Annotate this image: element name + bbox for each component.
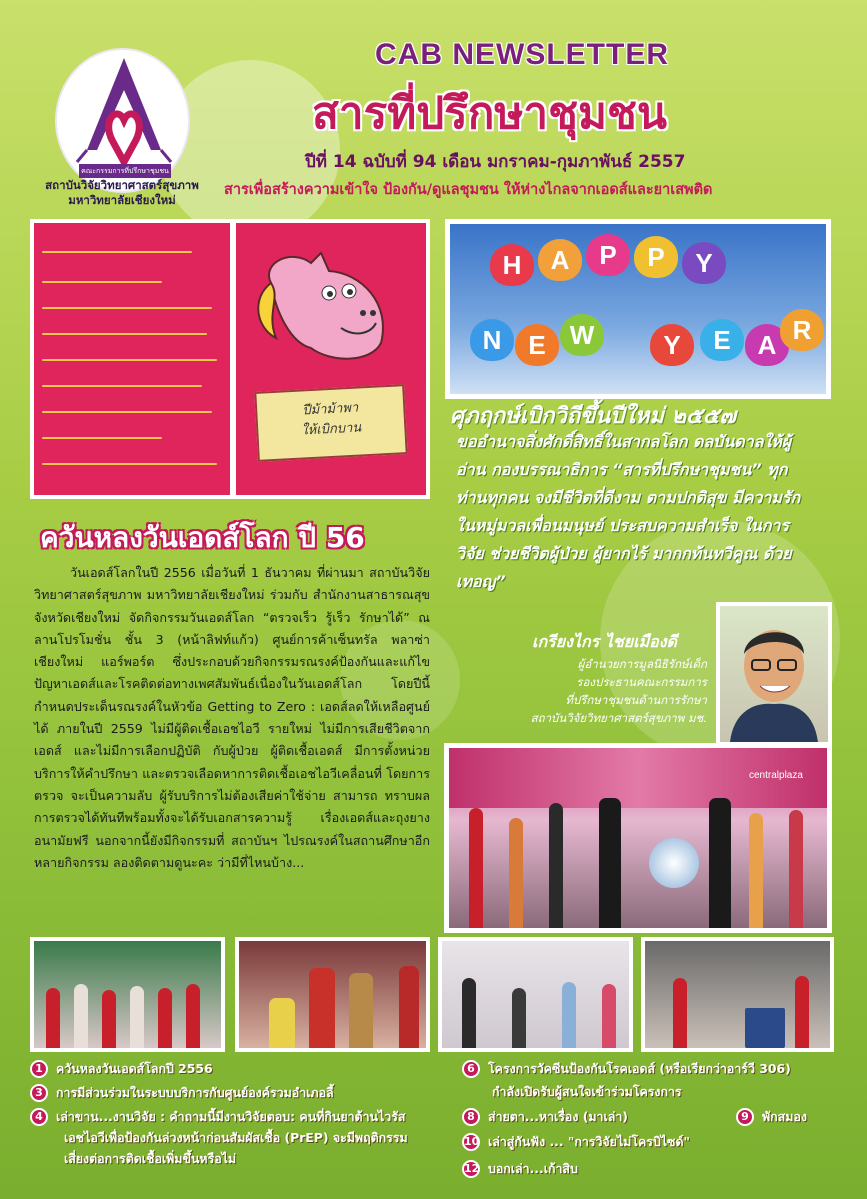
horse-illustration — [251, 243, 411, 393]
article-paragraph: วันเอดส์โลกในปี 2556 เมื่อวันที่ 1 ธันวาคม ที่ผ่านมา สถาบันวิจัยวิทยาศาสตร์สุขภาพ มหาวิทยาลัยเชียงใหม่ ร่วมกับ สำนักงานสาธารณสุข จังหวัดเชียงใหม่ จัดกิจกรรมวันเอดส์โลก “ตรวจเร็ว รู้เร็ว รักษาได้” ณ ลานโปรโมชั่น ชั้น 3 (หน้าลิฟท์แก้ว) ศูนย์การค้าเซ็นทรัล พลาซ่า เชียงใหม่ แอร์พอร์ต ซึ่งประกอบด้วยกิจกรรมรณรงค์ป้องกันและแก้ไข ปัญหาเอดส์และโรคติดต่อทางเพศสัมพันธ์เนื่องในวันเอดส์โลก โดยปีนี้กำหนดประเด็นรณรงค์ในหัวข้อ Getting to Zero : เอดส์ลดให้เหลือศูนย์ได้ ภายในปี 2559 ไม่มีผู้ติดเชื้อเอชไอวี รายใหม่ ไม่มีการเสียชีวิตจากเอดส์ และไม่มีการเลือกปฏิบัติ กับผู้ป่วย ผู้ติดเชื้อเอดส์ มีการตั้งหน่วยบริการให้คำปรึกษา และตรวจเลือดหาการติดเชื้อเอชไอวีเคลื่อนที่ โดยการตรวจ จะเป็นความลับ ผู้รับบริการไม่ต้องเสียค่าใช้จ่าย สามารถ ทราบผลการตรวจได้ทันทีพร้อมทั้งจะได้รับเอกสารความรู้ เรื่องเอดส์และถุงยางอนามัยฟรี นอกจากนี้ยังมีกิจกรรมที่ สถาบันฯ ไปรณรงค์ในสถานศึกษาอีกหลายกิจกรรม ลองติดตามดูนะคะ ว่ามีที่ไหนบ้าง... — [34, 565, 430, 870]
aids-day-article — [34, 562, 430, 874]
toc-item — [736, 1108, 807, 1126]
toc-label: ควันหลงวันเอดส์โลกปี 2556 — [56, 1061, 213, 1076]
event-thumbnail — [30, 937, 225, 1052]
balloon-letter: N — [470, 319, 514, 361]
aids-day-event-photo — [444, 743, 832, 933]
event-thumbnail — [641, 937, 834, 1052]
author-portrait — [716, 602, 832, 746]
balloon-letter: A — [538, 239, 582, 281]
newsletter-title: CAB NEWSLETTER — [375, 38, 669, 71]
person-figure — [562, 982, 576, 1048]
toc-number-badge: 4 — [30, 1108, 48, 1126]
mall-sign: centralplaza — [749, 770, 803, 781]
card-sign — [254, 384, 407, 462]
toc-number-badge: 12 — [462, 1160, 480, 1178]
person-figure — [269, 998, 295, 1048]
author-role-line: รองประธานคณะกรรมการ — [576, 675, 707, 689]
issue-line: ปีที่ 14 ฉบับที่ 94 เดือน มกราคม-กุมภาพันธ์ 2557 — [305, 152, 686, 172]
tagline: สารเพื่อสร้างความเข้าใจ ป้องกัน/ดูแลชุมชน ให้ห่างไกลจากเอดส์และยาเสพติด — [224, 182, 713, 198]
event-thumbnail — [235, 937, 430, 1052]
new-year-message: ขออำนาจสิ่งศักดิ์สิทธิ์ในสากลโลก ดลบันดาลให้ผู้อ่าน กองบรรณาธิการ “สารที่ปรึกษาชุมชน” ทุกท่านทุกคน จงมีชีวิตที่ดีงาม ตามปกติสุข มีความรัก ในหมู่มวลเพื่อนมนุษย์ ประสบความสำเร็จ ในการวิจัย ช่วยชีวิตผู้ป่วย ผู้ยากไร้ มากกท้นทวีคูณ ด้วย เทอญ” — [456, 432, 801, 591]
person-figure — [102, 990, 116, 1048]
person-figure — [399, 966, 419, 1048]
toc-label-continued: กำลังเปิดรับผู้สนใจเข้าร่วมโครงการ — [492, 1084, 682, 1099]
handwriting-line — [42, 437, 162, 439]
person-figure — [74, 984, 88, 1048]
sign-line: ปีม้าม้าพา — [302, 400, 359, 419]
toc-label: พักสมอง — [762, 1109, 807, 1124]
balloon-letter: Y — [650, 324, 694, 366]
toc-item — [462, 1108, 628, 1126]
toc-label: โครงการวัคซีนป้องกันโรคเอดส์ (หรือเรียกว่าอาร์วี 306) — [488, 1061, 791, 1076]
toc-label: การมีส่วนร่วมในระบบบริการกับศูนย์องค์รวมอำเภอลี้ — [56, 1085, 334, 1100]
balloon-letter: H — [490, 244, 534, 286]
event-thumbnail — [438, 937, 633, 1052]
toc-number-badge: 10 — [462, 1133, 480, 1151]
handwriting-line — [42, 251, 192, 253]
logo-caption-line: สถาบันวิจัยวิทยาศาสตร์สุขภาพ — [45, 178, 199, 192]
toc-label: เล่าสู่กันฟัง ... "การวิจัยไม่โครบิไซด์" — [488, 1134, 690, 1149]
new-year-heading: ศุภฤกษ์เบิกวิถีขึ้นปีใหม่ ๒๕๕๗ — [450, 404, 736, 429]
balloon-letter: Y — [682, 242, 726, 284]
logo-caption — [22, 178, 222, 208]
handwritten-card — [34, 223, 230, 495]
balloon-letter: E — [515, 324, 559, 366]
balloon-letter: P — [634, 236, 678, 278]
toc-number-badge: 3 — [30, 1084, 48, 1102]
person-figure — [46, 988, 60, 1048]
author-role-line: ผู้อำนวยการมูลนิธิรักษ์เด็ก — [577, 657, 707, 671]
balloon-letter: P — [586, 234, 630, 276]
balloon-letter: W — [560, 314, 604, 356]
toc-item — [462, 1060, 791, 1078]
toc-number-badge: 1 — [30, 1060, 48, 1078]
balloon-letter: R — [780, 309, 824, 351]
person-figure — [599, 798, 621, 928]
handwriting-line — [42, 359, 217, 361]
person-figure — [309, 968, 335, 1048]
balloon-sky — [450, 224, 826, 394]
toc-item — [462, 1160, 578, 1178]
person-figure — [749, 813, 763, 928]
person-figure — [673, 978, 687, 1048]
handwriting-line — [42, 307, 212, 309]
horse-drawing-card — [236, 223, 426, 495]
person-figure — [469, 808, 483, 928]
handwriting-line — [42, 281, 162, 283]
logo-band-text: คณะกรรมการที่ปรึกษาชุมชน — [81, 167, 169, 175]
handwriting-line — [42, 385, 202, 387]
person-figure — [186, 984, 200, 1048]
person-figure — [462, 978, 476, 1048]
author-role — [455, 655, 707, 727]
person-figure — [709, 798, 731, 928]
sign-line: ให้เบิกบาน — [301, 420, 362, 439]
toc-item — [30, 1108, 405, 1126]
new-year-card-photo — [30, 219, 430, 499]
person-figure — [512, 988, 526, 1048]
person-figure — [795, 976, 809, 1048]
handwriting-line — [42, 411, 212, 413]
toc-number-badge: 9 — [736, 1108, 754, 1126]
person-figure — [549, 803, 563, 928]
author-role-line: ที่ปรึกษาชุมชนด้านการรักษา — [565, 693, 707, 707]
person-figure — [349, 973, 373, 1048]
balloon-letter: A — [745, 324, 789, 366]
toc-label: ส่ายตา...หาเรื่อง (มาเล่า) — [488, 1109, 628, 1124]
author-role-line: สถาบันวิจัยวิทยาศาสตร์สุขภาพ มช. — [530, 711, 707, 725]
person-figure — [158, 988, 172, 1048]
person-figure — [745, 1008, 785, 1048]
cab-logo — [55, 48, 190, 193]
toc-label-continued: เสี่ยงต่อการติดเชื้อเพิ่มขึ้นหรือไม่ — [64, 1151, 237, 1166]
toc-item — [30, 1060, 213, 1078]
globe-prop — [649, 838, 699, 888]
author-name: เกรียงไกร ไชยเมืองดี — [532, 632, 677, 651]
happy-new-year-photo — [445, 219, 831, 399]
handwriting-line — [42, 333, 207, 335]
toc-item — [30, 1084, 334, 1102]
person-figure — [789, 810, 803, 928]
toc-label-continued: เอชไอวีเพื่อป้องกันล่วงหน้าก่อนสัมผัสเชื้อ (PrEP) จะมีพฤติกรรม — [64, 1130, 408, 1145]
thai-title: สารที่ปรึกษาชุมชน — [312, 88, 667, 139]
person-figure — [130, 986, 144, 1048]
toc-label: เล่าขาน...งานวิจัย : คำถามนี้มีงานวิจัยตอบ: คนที่กินยาต้านไวรัส — [56, 1109, 406, 1124]
toc-label: บอกเล่า...เก้าสิบ — [488, 1161, 578, 1176]
toc-number-badge: 8 — [462, 1108, 480, 1126]
handwriting-line — [42, 463, 217, 465]
person-figure — [602, 984, 616, 1048]
person-figure — [509, 818, 523, 928]
balloon-letter: E — [700, 319, 744, 361]
toc-number-badge: 6 — [462, 1060, 480, 1078]
aids-day-heading: ควันหลงวันเอดส์โลก ปี 56 — [40, 521, 365, 554]
toc-item — [462, 1133, 690, 1151]
logo-caption-line: มหาวิทยาลัยเชียงใหม่ — [68, 193, 176, 207]
